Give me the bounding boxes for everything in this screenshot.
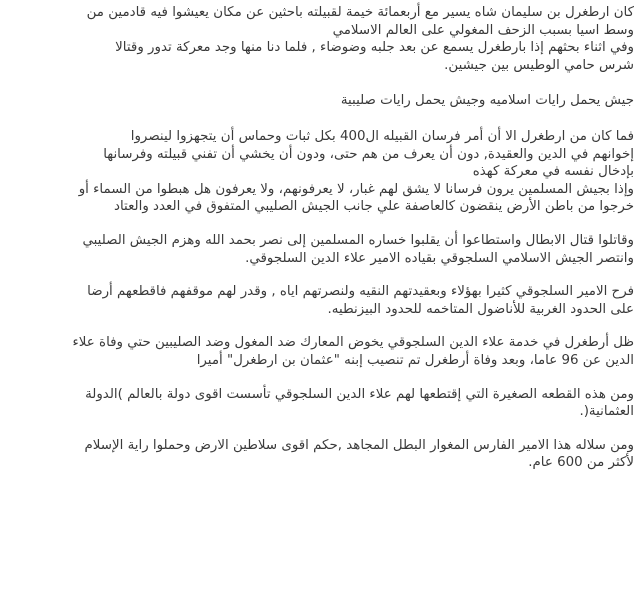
text-line: فما كان من ارطغرل الا أن أمر فرسان القبيله ال400 بكل ثبات وحماس أن يتجهزوا لينصروا <box>130 128 634 144</box>
paragraph-spacer <box>6 267 634 283</box>
text-line: وانتصر الجيش الاسلامي السلجوقي بقياده الامير علاء الدين السلجوقي. <box>245 250 634 266</box>
paragraph-spacer <box>6 421 634 437</box>
text-line: الدين عن 96 عاما، وبعد وفاة أرطغرل تم تنصيب إبنه "عثمان بن ارطغرل" أميرا <box>196 352 634 368</box>
paragraph-spacer <box>6 110 634 128</box>
text-line: خرجوا من باطن الأرض ينقضون كالعاصفة علي جانب الجيش الصليبي المتفوق في العدد والعتاد <box>113 199 634 215</box>
text-line: شرس حامي الوطيس بين جيشين. <box>444 57 634 73</box>
text-line: وفي اثناء بحثهم إذا بارطغرل يسمع عن بعد جلبه وضوضاء , فلما دنا منها وجد معركة تدور وقتالا <box>115 40 634 56</box>
paragraph-ottoman-state <box>6 386 634 421</box>
text-line: العثمانية(. <box>579 404 634 420</box>
text-line: ظل أرطغرل في خدمة علاء الدين السلجوقي يخوض المعارك ضد المغول وضد الصليبين حتي وفاة علاء <box>72 335 634 351</box>
text-line: كان ارطغرل بن سليمان شاه يسير مع أربعمائة خيمة لقبيلته باحثين عن مكان يعيشوا فيه قادمين من <box>86 5 634 20</box>
text-line: فرح الامير السلجوقي كثيرا بهؤلاء وبعقيدتهم النقيه ولنصرتهم اياه , وقدر لهم موقفهم فاقطعهم أرضا <box>87 284 634 300</box>
text-line: وقاتلوا قتال الابطال واستطاعوا أن يقلبوا خساره المسلمين إلى نصر بحمد الله وهزم الجيش الصليبي <box>82 232 634 248</box>
paragraph-battle <box>6 128 634 216</box>
paragraph-land-grant <box>6 283 634 318</box>
paragraph-spacer <box>6 216 634 232</box>
text-line: إخوانهم في الدين والعقيدة, دون أن يعرف من هم حتى، ودون أن يخشي أن تفني قبيلته وفرسانها <box>103 146 634 162</box>
paragraph-spacer <box>6 370 634 386</box>
text-line: على الحدود الغربية للأناضول المتاخمه للحدود البيزنطيه. <box>327 301 634 317</box>
paragraph-service <box>6 334 634 369</box>
text-line: ومن هذه القطعه الصغيرة التي إقتطعها لهم علاء الدين السلجوقي تأسست اقوى دولة بالعالم )الدولة <box>85 386 634 402</box>
text-line: جيش يحمل رايات اسلاميه وجيش يحمل رايات صليبية <box>340 93 634 109</box>
text-line: وسط اسيا بسبب الزحف المغولي على العالم الاسلامي <box>332 22 634 38</box>
text-line: ومن سلاله هذا الامير الفارس المغوار البطل المجاهد ,حكم اقوى سلاطين الارض وحملوا راية الإسلام <box>84 437 634 453</box>
paragraph-spacer <box>6 74 634 92</box>
text-line: لأكثر من 600 عام. <box>528 455 634 471</box>
paragraph-spacer <box>6 318 634 334</box>
paragraph-dynasty <box>6 437 634 472</box>
text-line: وإذا بجيش المسلمين يرون فرسانا لا يشق لهم غبار، لا يعرفونهم، ولا يعرفون هل هبطوا من السماء أو <box>78 181 634 197</box>
text-line: بإدخال نفسه في معركة كهذه <box>472 164 634 180</box>
paragraph-victory <box>6 232 634 267</box>
paragraph-origin <box>6 4 634 74</box>
paragraph-two-armies <box>6 92 634 110</box>
